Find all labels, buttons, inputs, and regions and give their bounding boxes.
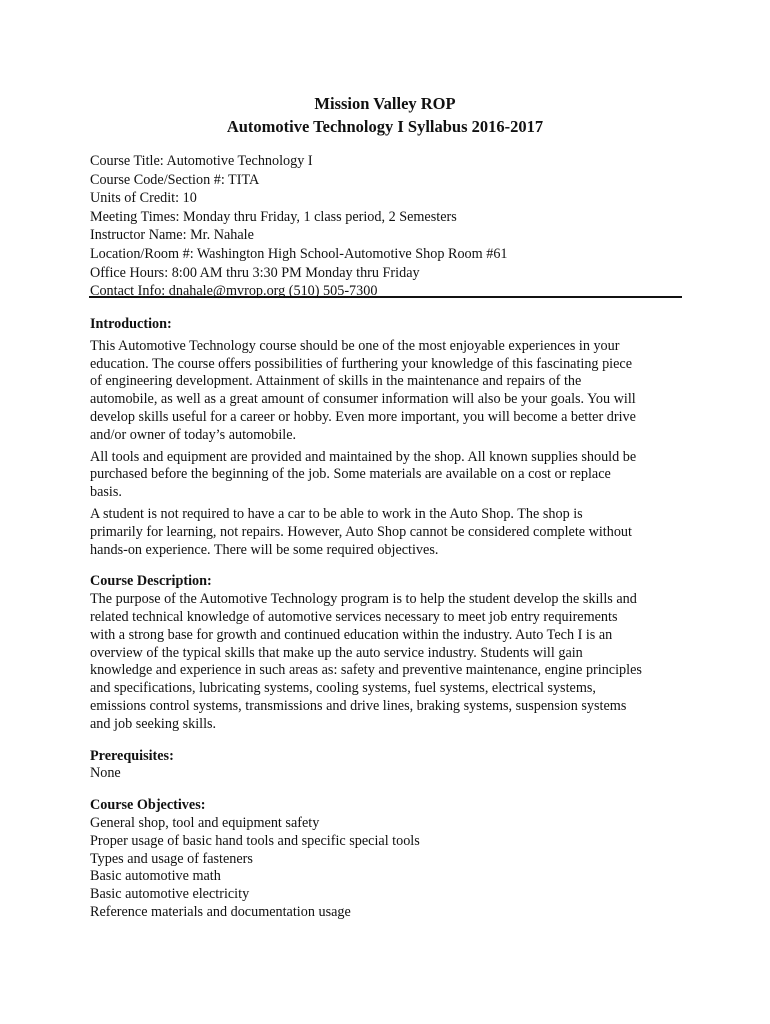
course-description-section (90, 573, 690, 733)
text-line: A student is not required to have a car to be able to work in the Auto Shop. The shop is (90, 505, 583, 522)
course-info-block (90, 152, 690, 301)
text-line: and specifications, lubricating systems, cooling systems, fuel systems, electrical systems, (90, 680, 596, 697)
course-objectives-heading: Course Objectives: (90, 797, 206, 814)
text-line: primarily for learning, not repairs. However, Auto Shop cannot be considered complete without (90, 523, 632, 540)
objective-item: General shop, tool and equipment safety (90, 814, 320, 831)
introduction-section (90, 316, 690, 559)
introduction-paragraph-3 (90, 506, 690, 559)
text-line: knowledge and experience in such areas as: safety and preventive maintenance, engine principles (90, 662, 642, 679)
objective-item: Reference materials and documentation usage (90, 903, 351, 920)
objective-item: Basic automotive electricity (90, 886, 250, 903)
meeting-times-line: Meeting Times: Monday thru Friday, 1 class period, 2 Semesters (90, 208, 457, 225)
text-line: The purpose of the Automotive Technology program is to help the student develop the skills and (90, 591, 637, 608)
course-description-heading: Course Description: (90, 573, 212, 590)
text-line: hands-on experience. There will be some required objectives. (90, 541, 439, 558)
course-code-line: Course Code/Section #: TITA (90, 171, 260, 188)
prerequisites-section (90, 748, 690, 784)
objective-item: Types and usage of fasteners (90, 850, 253, 867)
instructor-name-line: Instructor Name: Mr. Nahale (90, 227, 254, 244)
prerequisites-value: None (90, 765, 121, 782)
location-room-line: Location/Room #: Washington High School-Automotive Shop Room #61 (90, 245, 508, 262)
course-objectives-section (90, 797, 690, 922)
organization-title: Mission Valley ROP (314, 94, 456, 113)
text-line: automobile, as well as a great amount of consumer information will also be your goals. You will (90, 391, 636, 408)
office-hours-line: Office Hours: 8:00 AM thru 3:30 PM Monday thru Friday (90, 264, 420, 281)
text-line: purchased before the beginning of the job. Some materials are available on a cost or replace (90, 466, 611, 483)
course-title-line: Course Title: Automotive Technology I (90, 153, 313, 169)
header-divider (89, 296, 682, 298)
objective-item: Proper usage of basic hand tools and specific special tools (90, 832, 420, 849)
text-line: All tools and equipment are provided and maintained by the shop. All known supplies should be (90, 448, 637, 465)
prerequisites-heading: Prerequisites: (90, 747, 174, 764)
text-line: develop skills useful for a career or hobby. Even more important, you will become a better drive (90, 408, 636, 425)
text-line: and/or owner of today’s automobile. (90, 426, 297, 443)
units-of-credit-line: Units of Credit: 10 (90, 190, 197, 207)
text-line: overview of the typical skills that make up the auto service industry. Students will gain (90, 644, 583, 661)
text-line: of engineering development. Attainment of skills in the maintenance and repairs of the (90, 373, 582, 390)
introduction-heading: Introduction: (90, 316, 172, 332)
document-header (0, 92, 770, 138)
document-body (90, 316, 690, 922)
text-line: education. The course offers possibilities of furthering your knowledge of this fascinating piece (90, 355, 632, 372)
contact-info-line: Contact Info: dnahale@mvrop.org (510) 505-7300 (90, 283, 378, 300)
text-line: related technical knowledge of automotive services necessary to meet job entry requirements (90, 608, 618, 625)
text-line: emissions control systems, transmissions and drive lines, braking systems, suspension systems (90, 697, 627, 714)
objective-item: Basic automotive math (90, 868, 221, 885)
text-line: basis. (90, 484, 122, 501)
text-line: This Automotive Technology course should be one of the most enjoyable experiences in your (90, 337, 620, 354)
introduction-paragraph-1 (90, 338, 690, 445)
syllabus-title: Automotive Technology I Syllabus 2016-2017 (226, 117, 544, 136)
course-description-paragraph (90, 591, 690, 733)
text-line: and job seeking skills. (90, 715, 217, 732)
introduction-paragraph-2 (90, 449, 690, 502)
text-line: with a strong base for growth and continued education within the industry. Auto Tech I is an (90, 626, 613, 643)
